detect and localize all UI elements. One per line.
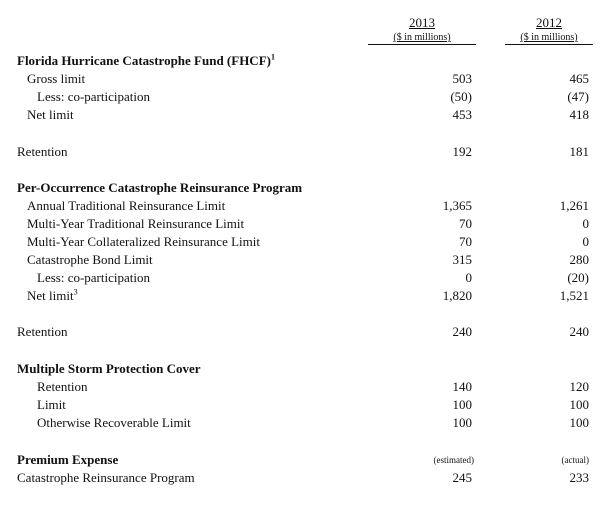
unit-2013-label: ($ in millions) (393, 32, 451, 43)
fhcf-net-limit-2013: 453 (452, 107, 472, 122)
cat-bond-2012: 280 (569, 252, 589, 267)
gross-limit-2012: 465 (569, 71, 589, 86)
cat-program-2013: 245 (452, 470, 472, 485)
retention-2013: 240 (452, 324, 472, 339)
msp-limit-2012: 100 (569, 397, 589, 412)
cat-bond-2013: 315 (452, 252, 472, 267)
pocr-net-limit-label: Net limit$^3$ (27, 287, 78, 303)
table-row (0, 469, 607, 487)
multi-year-collateralized-2013: 70 (459, 234, 472, 249)
cat-program-2012: 233 (569, 470, 589, 485)
pocr-title: Per-Occurrence Catastrophe Reinsurance Program (17, 180, 303, 195)
otherwise-recoverable-2013: 100 (452, 415, 472, 430)
column-header-2012 (505, 15, 593, 44)
header-rule-2013 (368, 44, 476, 45)
fhcf-title: Florida Hurricane Catastrophe Fund (FHCF)$^1$ (17, 52, 275, 68)
premium-title-row (0, 451, 607, 469)
column-header-2013 (368, 15, 476, 44)
multi-year-collateralized-2012: 0 (582, 234, 589, 249)
msp-limit-2013: 100 (452, 397, 472, 412)
premium-note-2012: (actual) (561, 455, 589, 465)
multi-year-traditional-2013: 70 (459, 216, 472, 231)
pocr-net-limit-2012: 1,521 (559, 288, 589, 303)
table-row (0, 287, 607, 305)
fhcf-co-participation-label: Less: co-participation (37, 89, 150, 104)
cat-program-label: Catastrophe Reinsurance Program (17, 470, 195, 485)
fhcf-co-participation-2013: (50) (450, 89, 472, 104)
table-row (0, 143, 607, 161)
header-rule-2012 (505, 44, 593, 45)
table-row (0, 215, 607, 233)
pocr-title-row (0, 179, 607, 197)
unit-2012-label: ($ in millions) (520, 32, 578, 43)
table-row (0, 70, 607, 88)
fhcf-net-limit-label: Net limit (27, 107, 74, 122)
premium-title: Premium Expense (17, 452, 119, 467)
msp-limit-label: Limit (37, 397, 66, 412)
retention-2012: 181 (569, 144, 589, 159)
annual-limit-label: Annual Traditional Reinsurance Limit (27, 198, 226, 213)
msp-title-row (0, 360, 607, 378)
fhcf-co-participation-2012: (47) (567, 89, 589, 104)
pocr-co-participation-2012: (20) (567, 270, 589, 285)
year-2012-label: 2012 (536, 15, 562, 30)
multi-year-collateralized-label: Multi-Year Collateralized Reinsurance Limit (27, 234, 260, 249)
gross-limit-2013: 503 (452, 71, 472, 86)
cat-bond-label: Catastrophe Bond Limit (27, 252, 153, 267)
msp-title: Multiple Storm Protection Cover (17, 361, 201, 376)
annual-limit-2012: 1,261 (559, 198, 589, 213)
fhcf-net-limit-2012: 418 (569, 107, 589, 122)
table-row (0, 88, 607, 106)
net-limit-footnote-mark: 3 (73, 287, 78, 297)
pocr-net-limit-2013: 1,820 (442, 288, 472, 303)
table-row (0, 396, 607, 414)
table-row (0, 378, 607, 396)
otherwise-recoverable-2012: 100 (569, 415, 589, 430)
annual-limit-2013: 1,365 (442, 198, 472, 213)
table-row (0, 414, 607, 432)
table-row (0, 323, 607, 341)
retention-2013: 192 (452, 144, 472, 159)
premium-note-2013: (estimated) (433, 455, 474, 465)
fhcf-title-row (0, 52, 607, 70)
year-2013-label: 2013 (409, 15, 435, 30)
table-row (0, 106, 607, 124)
table-row (0, 233, 607, 251)
otherwise-recoverable-label: Otherwise Recoverable Limit (37, 415, 191, 430)
multi-year-traditional-label: Multi-Year Traditional Reinsurance Limit (27, 216, 245, 231)
msp-retention-label: Retention (37, 379, 88, 394)
retention-label: Retention (17, 324, 68, 339)
retention-label: Retention (17, 144, 68, 159)
pocr-co-participation-label: Less: co-participation (37, 270, 150, 285)
retention-2012: 240 (569, 324, 589, 339)
pocr-co-participation-2013: 0 (465, 270, 472, 285)
gross-limit-label: Gross limit (27, 71, 86, 86)
table-row (0, 197, 607, 215)
table-row (0, 251, 607, 269)
table-row (0, 269, 607, 287)
multi-year-traditional-2012: 0 (582, 216, 589, 231)
fhcf-footnote-mark: 1 (270, 52, 275, 62)
msp-retention-2013: 140 (452, 379, 472, 394)
msp-retention-2012: 120 (569, 379, 589, 394)
